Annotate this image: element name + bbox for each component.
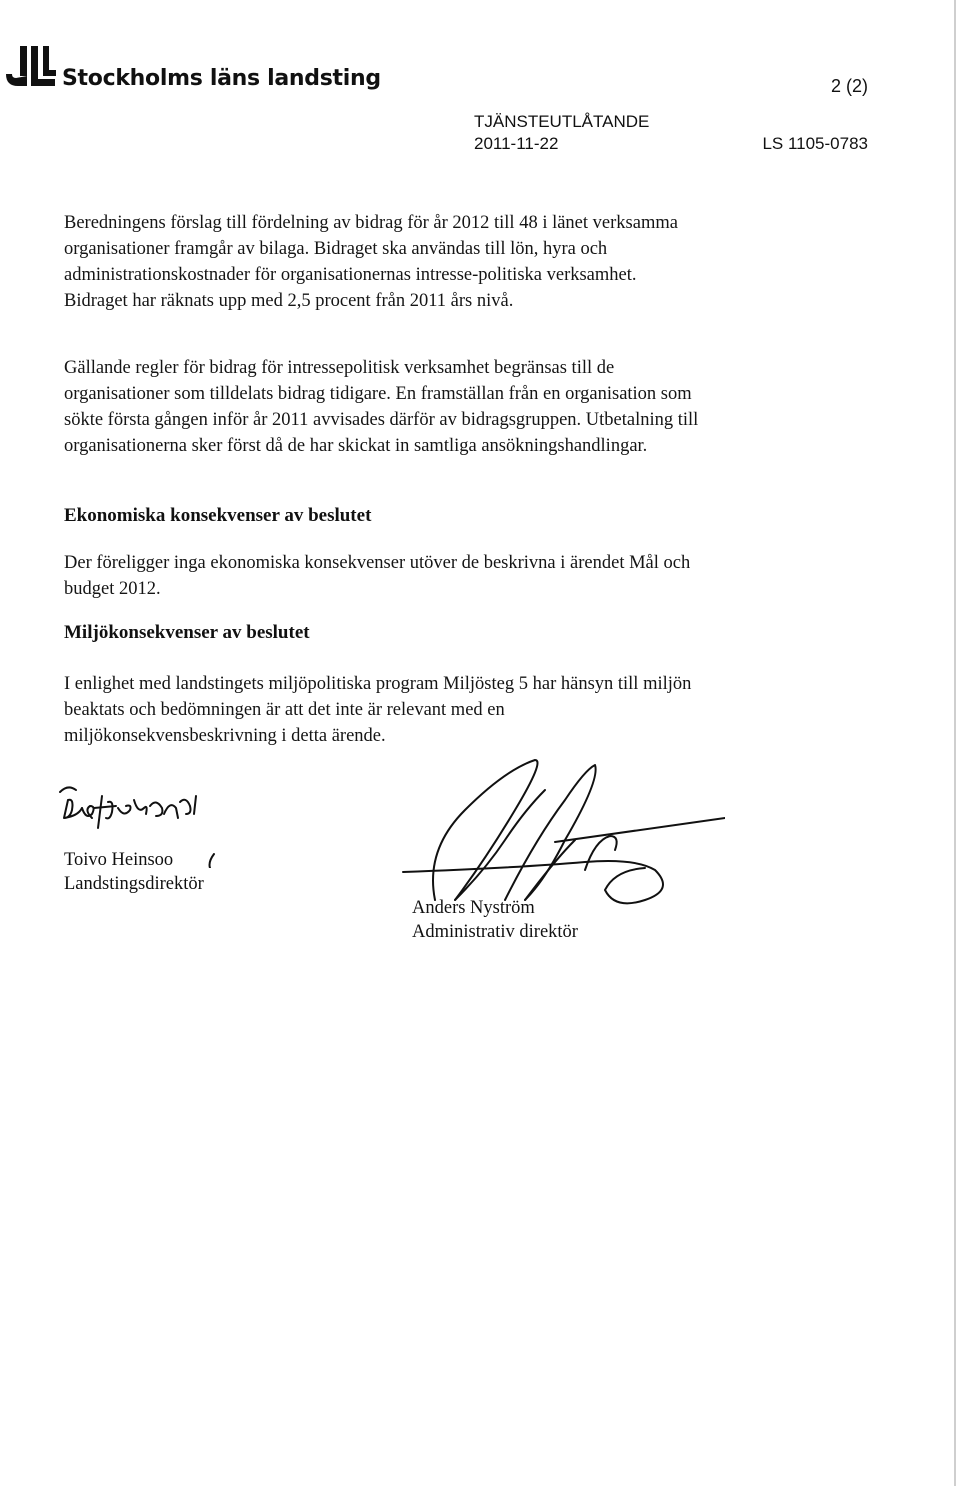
body-paragraph: Der föreligger inga ekonomiska konsekvenser utöver de beskrivna i ärendet Mål och budget 2012.	[64, 553, 691, 599]
organization-name: Stockholms läns landsting	[62, 66, 381, 91]
page-number: 2 (2)	[830, 76, 868, 96]
section-heading-environment: Miljökonsekvenser av beslutet	[64, 622, 310, 643]
section-heading-economic: Ekonomiska konsekvenser av beslutet	[64, 505, 372, 526]
document-date: 2011-11-22	[474, 134, 559, 153]
signature-anders-nystrom	[395, 750, 725, 920]
body-paragraph: Gällande regler för bidrag för intressepolitisk verksamhet begränsas till de organisationer som tilldelats bidrag tidigare. En framställan från en organisation som sökte första gången inför år 2011 avvisades därför av bidragsgruppen. Utbetalning till organisationerna sker först då de har skickat in samtliga ansökningshandlingar.	[64, 358, 699, 456]
body-paragraph: Beredningens förslag till fördelning av bidrag för år 2012 till 48 i länet verksamma organisationer framgår av bilaga. Bidraget ska användas till lön, hyra och administrationskostnader för organisationernas intresse-politiska verksamhet. Bidraget har räknats upp med 2,5 procent från 2011 års nivå.	[64, 213, 678, 311]
sll-logo-icon	[6, 44, 56, 90]
signer-1-title: Landstingsdirektör	[64, 874, 204, 894]
document-reference: LS 1105-0783	[762, 134, 868, 153]
body-paragraph: I enlighet med landstingets miljöpolitiska program Miljösteg 5 har hänsyn till miljön beaktats och bedömningen är att det inte är relevant med en miljökonsekvensbeskrivning i detta ärende.	[64, 674, 692, 746]
signer-1-name: Toivo Heinsoo	[64, 850, 174, 870]
document-type: TJÄNSTEUTLÅTANDE	[474, 112, 650, 131]
signer-2-name: Anders Nyström	[412, 898, 535, 918]
signer-2-title: Administrativ direktör	[412, 922, 578, 942]
page-edge	[954, 0, 956, 1486]
